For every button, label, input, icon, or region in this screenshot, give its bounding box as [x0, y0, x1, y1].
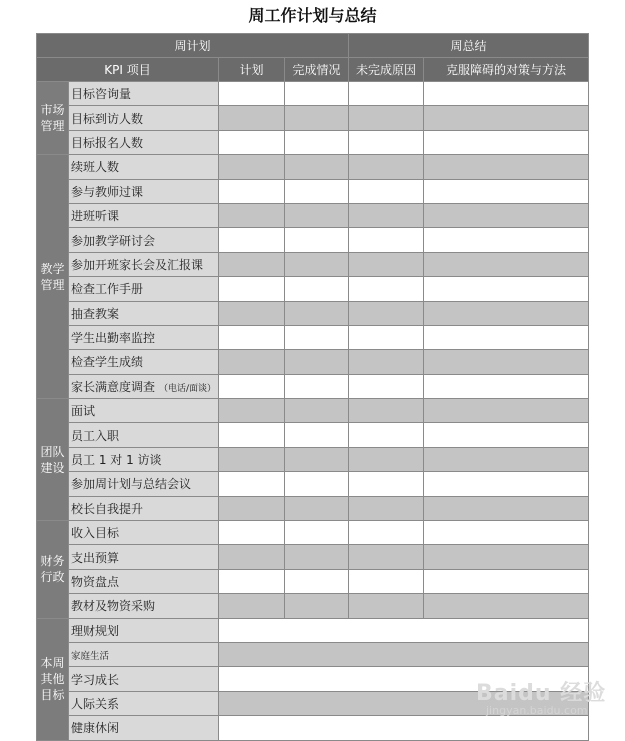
table-row [37, 350, 589, 374]
kpi-item [69, 203, 219, 227]
table-row [37, 399, 589, 423]
kpi-item [69, 228, 219, 252]
done-cell[interactable] [285, 569, 349, 593]
reason-cell[interactable] [349, 252, 424, 276]
kpi-item [69, 521, 219, 545]
done-cell[interactable] [285, 472, 349, 496]
header-done: 完成情况 [285, 58, 349, 82]
reason-cell[interactable] [349, 521, 424, 545]
kpi-item-label: 参加周计划与总结会议 [71, 477, 192, 492]
kpi-item-label: 教材及物资采购 [71, 599, 156, 614]
reason-cell[interactable] [349, 179, 424, 203]
kpi-item [69, 496, 219, 520]
plan-cell[interactable] [219, 350, 285, 374]
plan-cell[interactable] [219, 447, 285, 471]
method-cell[interactable] [424, 252, 589, 276]
table-row [37, 521, 589, 545]
table-row [37, 228, 589, 252]
reason-cell[interactable] [349, 423, 424, 447]
plan-cell[interactable] [219, 252, 285, 276]
kpi-item-label: 检查工作手册 [71, 282, 144, 297]
plan-cell[interactable] [219, 423, 285, 447]
done-cell[interactable] [285, 130, 349, 154]
kpi-item [69, 618, 219, 642]
reason-cell[interactable] [349, 130, 424, 154]
method-cell[interactable] [424, 155, 589, 179]
reason-cell[interactable] [349, 447, 424, 471]
kpi-item [69, 423, 219, 447]
kpi-item-label: 支出预算 [71, 550, 120, 565]
table-row [37, 179, 589, 203]
done-cell[interactable] [285, 447, 349, 471]
kpi-item [69, 374, 219, 398]
plan-cell[interactable] [219, 545, 285, 569]
done-cell[interactable] [285, 301, 349, 325]
plan-cell[interactable] [219, 569, 285, 593]
kpi-item [69, 325, 219, 349]
header-plan: 计划 [219, 58, 285, 82]
kpi-item [69, 350, 219, 374]
kpi-item-label: 参加开班家长会及汇报课 [71, 257, 204, 272]
method-cell[interactable] [424, 374, 589, 398]
reason-cell[interactable] [349, 496, 424, 520]
method-cell[interactable] [424, 521, 589, 545]
weekly-plan-table [36, 33, 589, 741]
plan-cell[interactable] [219, 301, 285, 325]
kpi-item [69, 106, 219, 130]
other-goal-cell[interactable] [219, 716, 589, 740]
section-label: 团队 建设 [37, 399, 69, 521]
method-cell[interactable] [424, 423, 589, 447]
done-cell[interactable] [285, 179, 349, 203]
reason-cell[interactable] [349, 82, 424, 106]
done-cell[interactable] [285, 325, 349, 349]
kpi-item-label: 进班听课 [71, 209, 120, 224]
done-cell[interactable] [285, 155, 349, 179]
table-row [37, 447, 589, 471]
done-cell[interactable] [285, 423, 349, 447]
table-row [37, 642, 589, 666]
method-cell[interactable] [424, 203, 589, 227]
kpi-item-label: 学习成长 [71, 672, 120, 687]
plan-cell[interactable] [219, 277, 285, 301]
kpi-item [69, 569, 219, 593]
plan-cell[interactable] [219, 179, 285, 203]
kpi-item [69, 447, 219, 471]
kpi-item-label: 检查学生成绩 [71, 355, 144, 370]
table-row [37, 82, 589, 106]
method-cell[interactable] [424, 277, 589, 301]
header-kpi: KPI 项目 [37, 58, 219, 82]
kpi-item [69, 399, 219, 423]
table-row [37, 472, 589, 496]
reason-cell[interactable] [349, 545, 424, 569]
kpi-item-label: 家长满意度调查 [71, 379, 156, 394]
kpi-item-label: 健康休闲 [71, 721, 120, 736]
header-method: 克服障碍的对策与方法 [424, 58, 589, 82]
method-cell[interactable] [424, 447, 589, 471]
section-label: 财务 行政 [37, 521, 69, 619]
done-cell[interactable] [285, 203, 349, 227]
reason-cell[interactable] [349, 203, 424, 227]
reason-cell[interactable] [349, 374, 424, 398]
kpi-item [69, 472, 219, 496]
method-cell[interactable] [424, 472, 589, 496]
reason-cell[interactable] [349, 228, 424, 252]
plan-cell[interactable] [219, 82, 285, 106]
table-row [37, 594, 589, 618]
reason-cell[interactable] [349, 594, 424, 618]
done-cell[interactable] [285, 521, 349, 545]
table-row [37, 374, 589, 398]
kpi-item-label: 目标咨询量 [71, 87, 132, 102]
table-row [37, 496, 589, 520]
kpi-item-label: 家庭生活 [71, 650, 110, 662]
header-plan-group: 周计划 [37, 34, 349, 58]
header-reason: 未完成原因 [349, 58, 424, 82]
kpi-item [69, 642, 219, 666]
kpi-item-label: 续班人数 [71, 160, 120, 175]
done-cell[interactable] [285, 106, 349, 130]
table-row [37, 423, 589, 447]
watermark-url: jingyan.baidu.com [486, 704, 588, 717]
kpi-item-label: 人际关系 [71, 696, 120, 711]
method-cell[interactable] [424, 228, 589, 252]
reason-cell[interactable] [349, 301, 424, 325]
baidu-watermark: Baidu 经验 [476, 681, 607, 706]
method-cell[interactable] [424, 594, 589, 618]
plan-cell[interactable] [219, 106, 285, 130]
kpi-item-label: 学生出勤率监控 [71, 331, 156, 346]
table-row [37, 301, 589, 325]
done-cell[interactable] [285, 277, 349, 301]
table-row [37, 106, 589, 130]
section-label: 教学 管理 [37, 155, 69, 399]
done-cell[interactable] [285, 594, 349, 618]
kpi-item [69, 667, 219, 691]
kpi-item [69, 130, 219, 154]
kpi-item-label: 员工入职 [71, 428, 120, 443]
method-cell[interactable] [424, 106, 589, 130]
kpi-item-label: 校长自我提升 [71, 501, 144, 516]
done-cell[interactable] [285, 496, 349, 520]
plan-cell[interactable] [219, 594, 285, 618]
table-row [37, 569, 589, 593]
kpi-item-label: 参与教师过课 [71, 184, 144, 199]
other-goal-cell[interactable] [219, 642, 589, 666]
table-row [37, 252, 589, 276]
table-row [37, 618, 589, 642]
done-cell[interactable] [285, 374, 349, 398]
table-row [37, 203, 589, 227]
other-goal-cell[interactable] [219, 618, 589, 642]
method-cell[interactable] [424, 301, 589, 325]
header-summary-group: 周总结 [349, 34, 589, 58]
page-title: 周工作计划与总结 [248, 6, 377, 25]
section-label: 本周 其他 目标 [37, 618, 69, 740]
kpi-item-label: 收入目标 [71, 526, 120, 541]
method-cell[interactable] [424, 130, 589, 154]
table-row [37, 716, 589, 740]
table-row [37, 325, 589, 349]
kpi-item [69, 155, 219, 179]
done-cell[interactable] [285, 252, 349, 276]
table-row [37, 155, 589, 179]
kpi-item [69, 301, 219, 325]
section-label: 市场 管理 [37, 82, 69, 155]
kpi-item [69, 691, 219, 715]
kpi-item-label: 抽查教案 [71, 306, 120, 321]
kpi-item-label: 面试 [71, 404, 96, 419]
kpi-item [69, 545, 219, 569]
kpi-item-label: 目标报名人数 [71, 135, 144, 150]
plan-cell[interactable] [219, 521, 285, 545]
reason-cell[interactable] [349, 569, 424, 593]
plan-cell[interactable] [219, 155, 285, 179]
method-cell[interactable] [424, 82, 589, 106]
plan-cell[interactable] [219, 472, 285, 496]
kpi-item [69, 716, 219, 740]
method-cell[interactable] [424, 179, 589, 203]
method-cell[interactable] [424, 545, 589, 569]
done-cell[interactable] [285, 399, 349, 423]
table-row [37, 277, 589, 301]
kpi-item-label: 理财规划 [71, 623, 120, 638]
reason-cell[interactable] [349, 399, 424, 423]
kpi-item-label: 物资盘点 [71, 575, 120, 589]
method-cell[interactable] [424, 325, 589, 349]
reason-cell[interactable] [349, 325, 424, 349]
kpi-item-note: （电话/面谈） [159, 383, 217, 394]
done-cell[interactable] [285, 350, 349, 374]
plan-cell[interactable] [219, 228, 285, 252]
kpi-item [69, 594, 219, 618]
kpi-item [69, 82, 219, 106]
reason-cell[interactable] [349, 155, 424, 179]
table-row [37, 130, 589, 154]
kpi-item-label: 参加教学研讨会 [71, 233, 156, 248]
reason-cell[interactable] [349, 277, 424, 301]
reason-cell[interactable] [349, 350, 424, 374]
done-cell[interactable] [285, 545, 349, 569]
method-cell[interactable] [424, 350, 589, 374]
reason-cell[interactable] [349, 472, 424, 496]
method-cell[interactable] [424, 496, 589, 520]
method-cell[interactable] [424, 569, 589, 593]
plan-cell[interactable] [219, 203, 285, 227]
plan-cell[interactable] [219, 130, 285, 154]
done-cell[interactable] [285, 228, 349, 252]
table-row [37, 545, 589, 569]
kpi-item [69, 277, 219, 301]
kpi-item [69, 179, 219, 203]
plan-cell[interactable] [219, 399, 285, 423]
kpi-item [69, 252, 219, 276]
plan-cell[interactable] [219, 325, 285, 349]
plan-cell[interactable] [219, 374, 285, 398]
kpi-item-label: 目标到访人数 [71, 111, 144, 126]
plan-cell[interactable] [219, 496, 285, 520]
method-cell[interactable] [424, 399, 589, 423]
reason-cell[interactable] [349, 106, 424, 130]
done-cell[interactable] [285, 82, 349, 106]
kpi-item-label: 员工 1 对 1 访谈 [71, 453, 162, 468]
